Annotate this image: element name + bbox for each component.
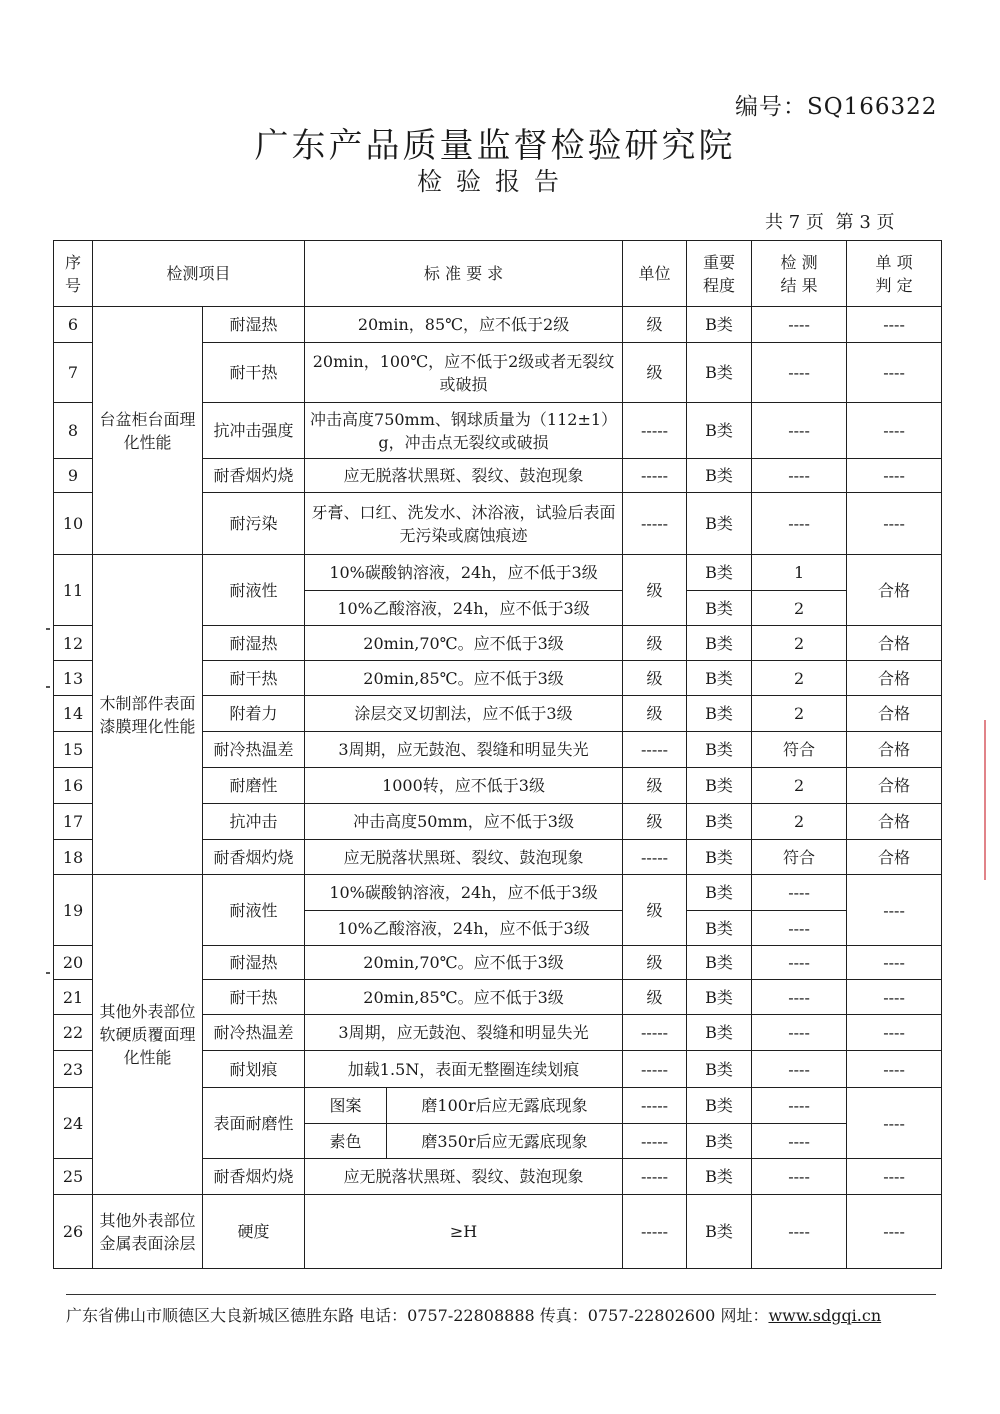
- row-unit: 级: [623, 626, 687, 661]
- header-importance: 重要 程度: [687, 241, 752, 307]
- row-requirement: 涂层交叉切割法，应不低于3级: [305, 696, 623, 732]
- row-importance: B类: [687, 1088, 752, 1124]
- row-subitem: 耐液性: [203, 555, 305, 626]
- row-verdict: ----: [847, 946, 942, 980]
- row-verdict: 合格: [847, 555, 942, 626]
- footer-address: 广东省佛山市顺德区大良新城区德胜东路: [66, 1306, 355, 1325]
- table-header-row: [54, 241, 942, 307]
- row-importance: B类: [687, 804, 752, 840]
- footer: [66, 1294, 936, 1326]
- row-verdict: 合格: [847, 804, 942, 840]
- row-requirement: 20min,70℃。应不低于3级: [305, 946, 623, 980]
- row-importance: B类: [687, 1195, 752, 1269]
- row-seq: 23: [54, 1051, 93, 1088]
- row-requirement: 20min,70℃。应不低于3级: [305, 626, 623, 661]
- row-seq: 25: [54, 1159, 93, 1195]
- row-verdict: 合格: [847, 696, 942, 732]
- row-requirement: 应无脱落状黑斑、裂纹、鼓泡现象: [305, 840, 623, 875]
- row-subitem: 耐冷热温差: [203, 732, 305, 768]
- row-result: 2: [752, 804, 847, 840]
- row-requirement: 20min,85℃。应不低于3级: [305, 661, 623, 696]
- row-result: ----: [752, 980, 847, 1015]
- row-unit: 级: [623, 307, 687, 343]
- binding-mark: [46, 972, 50, 974]
- row-result: 1: [752, 555, 847, 591]
- row-verdict: ----: [847, 1051, 942, 1088]
- row-seq: 13: [54, 661, 93, 696]
- row-verdict: ----: [847, 980, 942, 1015]
- header-result: 检 测 结 果: [752, 241, 847, 307]
- row-subitem: 耐干热: [203, 343, 305, 403]
- row-result: ----: [752, 343, 847, 403]
- row-requirement: 10%乙酸溶液，24h，应不低于3级: [305, 911, 623, 946]
- row-seq: 20: [54, 946, 93, 980]
- row-result: 2: [752, 626, 847, 661]
- row-requirement: 20min,85℃。应不低于3级: [305, 980, 623, 1015]
- header-item: 检测项目: [93, 241, 305, 307]
- row-subitem: 耐污染: [203, 493, 305, 555]
- row-verdict: ----: [847, 307, 942, 343]
- row-subtype: 图案: [305, 1088, 387, 1124]
- row-requirement: 磨100r后应无露底现象: [387, 1088, 623, 1124]
- row-unit: -----: [623, 459, 687, 493]
- row-requirement: 10%乙酸溶液，24h，应不低于3级: [305, 591, 623, 626]
- row-requirement: 3周期，应无鼓泡、裂缝和明显失光: [305, 1015, 623, 1051]
- report-title: 检验报告: [416, 167, 573, 196]
- row-requirement: 应无脱落状黑斑、裂纹、鼓泡现象: [305, 459, 623, 493]
- row-unit: 级: [623, 768, 687, 804]
- row-requirement: 1000转，应不低于3级: [305, 768, 623, 804]
- row-verdict: ----: [847, 875, 942, 946]
- row-subitem: 表面耐磨性: [203, 1088, 305, 1159]
- row-verdict: ----: [847, 459, 942, 493]
- row-seq: 21: [54, 980, 93, 1015]
- row-requirement: 20min，100℃，应不低于2级或者无裂纹或破损: [305, 343, 623, 403]
- row-importance: B类: [687, 840, 752, 875]
- row-requirement: 加载1.5N，表面无整圈连续划痕: [305, 1051, 623, 1088]
- row-requirement: ≥H: [305, 1195, 623, 1269]
- row-importance: B类: [687, 1124, 752, 1159]
- row-requirement: 10%碳酸钠溶液，24h，应不低于3级: [305, 555, 623, 591]
- row-subitem: 耐干热: [203, 980, 305, 1015]
- row-requirement: 牙膏、口红、洗发水、沐浴液，试验后表面无污染或腐蚀痕迹: [305, 493, 623, 555]
- row-unit: -----: [623, 493, 687, 555]
- row-unit: 级: [623, 555, 687, 626]
- row-importance: B类: [687, 768, 752, 804]
- row-unit: 级: [623, 946, 687, 980]
- page-total: 共 7 页: [765, 212, 824, 233]
- row-seq: 24: [54, 1088, 93, 1159]
- row-verdict: 合格: [847, 732, 942, 768]
- row-subitem: 耐干热: [203, 661, 305, 696]
- row-requirement: 10%碳酸钠溶液，24h，应不低于3级: [305, 875, 623, 911]
- row-importance: B类: [687, 459, 752, 493]
- row-unit: 级: [623, 804, 687, 840]
- row-subitem: 耐湿热: [203, 307, 305, 343]
- row-seq: 7: [54, 343, 93, 403]
- row-importance: B类: [687, 1159, 752, 1195]
- row-result: ----: [752, 1124, 847, 1159]
- row-unit: -----: [623, 840, 687, 875]
- document-number: 编号：SQ166322: [735, 94, 938, 120]
- row-subitem: 耐冷热温差: [203, 1015, 305, 1051]
- row-result: ----: [752, 1051, 847, 1088]
- row-subitem: 硬度: [203, 1195, 305, 1269]
- binding-mark: [46, 686, 50, 688]
- row-unit: 级: [623, 661, 687, 696]
- row-subitem: 耐香烟灼烧: [203, 459, 305, 493]
- row-result: ----: [752, 493, 847, 555]
- row-importance: B类: [687, 1015, 752, 1051]
- row-seq: 9: [54, 459, 93, 493]
- row-verdict: ----: [847, 1195, 942, 1269]
- row-subitem: 耐液性: [203, 875, 305, 946]
- organization-name: 广东产品质量监督检验研究院: [254, 126, 736, 166]
- row-importance: B类: [687, 1051, 752, 1088]
- row-importance: B类: [687, 626, 752, 661]
- row-unit: 级: [623, 696, 687, 732]
- header-standard: 标 准 要 求: [305, 241, 623, 307]
- row-importance: B类: [687, 946, 752, 980]
- row-result: 2: [752, 591, 847, 626]
- row-importance: B类: [687, 307, 752, 343]
- row-unit: -----: [623, 403, 687, 459]
- row-subitem: 耐湿热: [203, 946, 305, 980]
- row-result: 2: [752, 696, 847, 732]
- row-result: ----: [752, 403, 847, 459]
- row-subitem: 耐香烟灼烧: [203, 1159, 305, 1195]
- page-current: 第 3 页: [835, 212, 895, 233]
- row-subitem: 耐磨性: [203, 768, 305, 804]
- row-requirement: 冲击高度750mm、钢球质量为（112±1）g，冲击点无裂纹或破损: [305, 403, 623, 459]
- row-subitem: 耐划痕: [203, 1051, 305, 1088]
- header-verdict: 单 项 判 定: [847, 241, 942, 307]
- row-verdict: ----: [847, 493, 942, 555]
- row-seq: 12: [54, 626, 93, 661]
- table-row: [54, 1195, 942, 1269]
- row-unit: -----: [623, 1051, 687, 1088]
- group-label: 其他外表部位金属表面涂层: [93, 1195, 203, 1269]
- row-subitem: 抗冲击: [203, 804, 305, 840]
- row-seq: 11: [54, 555, 93, 626]
- footer-tel: 电话：0757-22808888: [359, 1306, 535, 1325]
- header-unit: 单位: [623, 241, 687, 307]
- row-unit: 级: [623, 343, 687, 403]
- row-importance: B类: [687, 555, 752, 591]
- binding-mark: [46, 628, 50, 630]
- row-seq: 6: [54, 307, 93, 343]
- row-verdict: 合格: [847, 768, 942, 804]
- row-unit: -----: [623, 1195, 687, 1269]
- row-result: 2: [752, 661, 847, 696]
- row-verdict: ----: [847, 1088, 942, 1159]
- row-result: ----: [752, 911, 847, 946]
- table-row: [54, 875, 942, 911]
- footer-web-label: 网址：: [720, 1306, 769, 1325]
- table-row: [54, 307, 942, 343]
- row-requirement: 应无脱落状黑斑、裂纹、鼓泡现象: [305, 1159, 623, 1195]
- row-verdict: ----: [847, 1159, 942, 1195]
- table-row: [54, 555, 942, 591]
- inspection-table: [53, 240, 942, 1269]
- row-seq: 19: [54, 875, 93, 946]
- row-seq: 15: [54, 732, 93, 768]
- row-seq: 26: [54, 1195, 93, 1269]
- group-label: 其他外表部位软硬质覆面理化性能: [93, 875, 203, 1195]
- footer-website-link[interactable]: www.sdgqi.cn: [768, 1306, 882, 1325]
- row-verdict: ----: [847, 343, 942, 403]
- row-unit: -----: [623, 1088, 687, 1124]
- row-importance: B类: [687, 493, 752, 555]
- row-result: 符合: [752, 840, 847, 875]
- row-importance: B类: [687, 591, 752, 626]
- row-result: ----: [752, 1088, 847, 1124]
- row-seq: 10: [54, 493, 93, 555]
- row-seq: 14: [54, 696, 93, 732]
- row-subitem: 耐湿热: [203, 626, 305, 661]
- row-result: 2: [752, 768, 847, 804]
- row-unit: -----: [623, 732, 687, 768]
- row-unit: 级: [623, 980, 687, 1015]
- row-verdict: ----: [847, 403, 942, 459]
- row-seq: 18: [54, 840, 93, 875]
- group-label: 木制部件表面漆膜理化性能: [93, 555, 203, 875]
- row-subitem: 耐香烟灼烧: [203, 840, 305, 875]
- row-requirement: 冲击高度50mm，应不低于3级: [305, 804, 623, 840]
- row-importance: B类: [687, 911, 752, 946]
- row-seq: 16: [54, 768, 93, 804]
- row-importance: B类: [687, 696, 752, 732]
- row-importance: B类: [687, 980, 752, 1015]
- row-importance: B类: [687, 343, 752, 403]
- row-verdict: 合格: [847, 661, 942, 696]
- row-unit: -----: [623, 1015, 687, 1051]
- row-result: ----: [752, 307, 847, 343]
- row-importance: B类: [687, 661, 752, 696]
- row-result: 符合: [752, 732, 847, 768]
- row-subitem: 抗冲击强度: [203, 403, 305, 459]
- row-seq: 17: [54, 804, 93, 840]
- row-result: ----: [752, 875, 847, 911]
- row-unit: -----: [623, 1124, 687, 1159]
- seal-edge: [984, 720, 1000, 880]
- row-seq: 8: [54, 403, 93, 459]
- row-unit: -----: [623, 1159, 687, 1195]
- row-importance: B类: [687, 732, 752, 768]
- row-result: ----: [752, 1159, 847, 1195]
- group-label: 台盆柜台面理化性能: [93, 307, 203, 555]
- footer-fax: 传真：0757-22802600: [539, 1306, 716, 1325]
- page-info: [765, 208, 895, 234]
- row-seq: 22: [54, 1015, 93, 1051]
- row-unit: 级: [623, 875, 687, 946]
- row-result: ----: [752, 946, 847, 980]
- row-requirement: 磨350r后应无露底现象: [387, 1124, 623, 1159]
- row-requirement: 20min，85℃，应不低于2级: [305, 307, 623, 343]
- row-result: ----: [752, 1015, 847, 1051]
- row-importance: B类: [687, 403, 752, 459]
- row-importance: B类: [687, 875, 752, 911]
- row-result: ----: [752, 459, 847, 493]
- row-requirement: 3周期，应无鼓泡、裂缝和明显失光: [305, 732, 623, 768]
- header-seq: 序 号: [54, 241, 93, 307]
- row-subtype: 素色: [305, 1124, 387, 1159]
- row-verdict: 合格: [847, 840, 942, 875]
- row-subitem: 附着力: [203, 696, 305, 732]
- row-verdict: 合格: [847, 626, 942, 661]
- row-verdict: ----: [847, 1015, 942, 1051]
- row-result: ----: [752, 1195, 847, 1269]
